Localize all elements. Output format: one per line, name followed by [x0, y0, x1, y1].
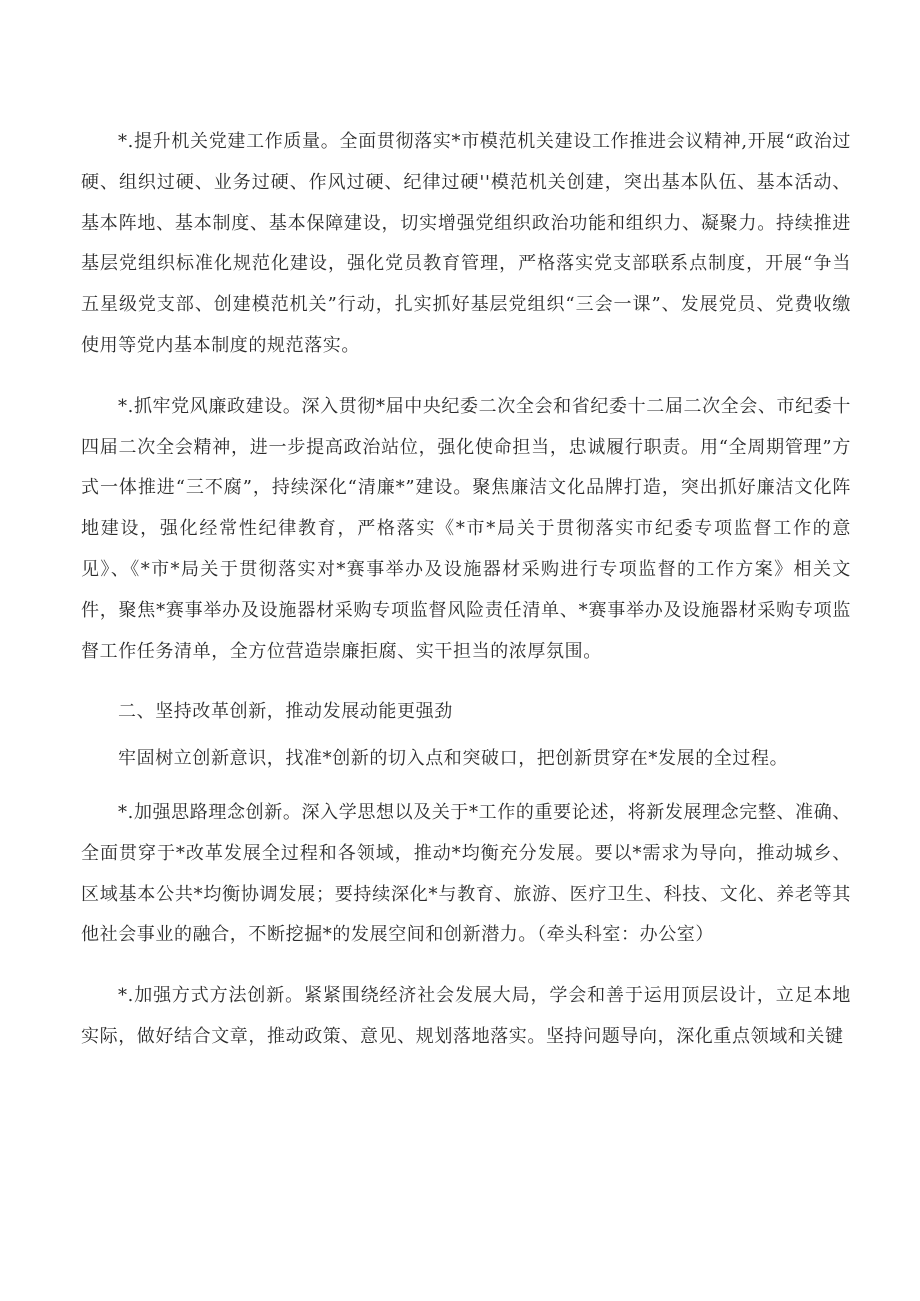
paragraph-integrity-building: *.抓牢党风廉政建设。深入贯彻*届中央纪委二次全会和省纪委十二届二次全会、市纪委十四届二次全会精神，进一步提高政治站位，强化使命担当，忠诚履行职责。用“全周期管理”方式一体推进“三不腐”，持续深化“清廉*”建设。聚焦廉洁文化品牌打造，突出抓好廉洁文化阵地建设，强化经常性纪律教育，严格落实《*市*局关于贯彻落实市纪委专项监督工作的意见》、《*市*局关于贯彻落实对*赛事举办及设施器材采购进行专项监督的工作方案》相关文件，聚焦*赛事举办及设施器材采购专项监督风险责任清单、*赛事举办及设施器材采购专项监督工作任务清单，全方位营造崇廉拒腐、实干担当的浓厚氛围。	[81, 395, 851, 662]
section-heading-reform-innovation: 二、坚持改革创新，推动发展动能更强劲	[118, 701, 453, 723]
paragraph-method-innovation: *.加强方式方法创新。紧紧围绕经济社会发展大局，学会和善于运用顶层设计，立足本地实际，做好结合文章，推动政策、意见、规划落地落实。坚持问题导向，深化重点领域和关键	[81, 985, 851, 1047]
paragraph-party-building-quality: *.提升机关党建工作质量。全面贯彻落实*市模范机关建设工作推进会议精神,开展“政治过硬、组织过硬、业务过硬、作风过硬、纪律过硬''模范机关创建，突出基本队伍、基本活动、基本阵地、基本制度、基本保障建设，切实增强党组织政治功能和组织力、凝聚力。持续推进基层党组织标准化规范化建设，强化党员教育管理，严格落实党支部联系点制度，开展“争当五星级党支部、创建模范机关”行动，扎实抓好基层党组织“三会一课”、发展党员、党费收缴使用等党内基本制度的规范落实。	[81, 131, 851, 356]
paragraph-innovation-intro: 牢固树立创新意识，找准*创新的切入点和突破口，把创新贯穿在*发展的全过程。	[118, 748, 789, 770]
paragraph-thinking-innovation: *.加强思路理念创新。深入学思想以及关于*工作的重要论述，将新发展理念完整、准确、全面贯穿于*改革发展全过程和各领域，推动*均衡充分发展。要以*需求为导向，推动城乡、区域基本公共*均衡协调发展；要持续深化*与教育、旅游、医疗卫生、科技、文化、养老等其他社会事业的融合，不断挖掘*的发展空间和创新潜力。（牵头科室：办公室）	[81, 801, 851, 946]
document-body	[81, 122, 851, 1078]
